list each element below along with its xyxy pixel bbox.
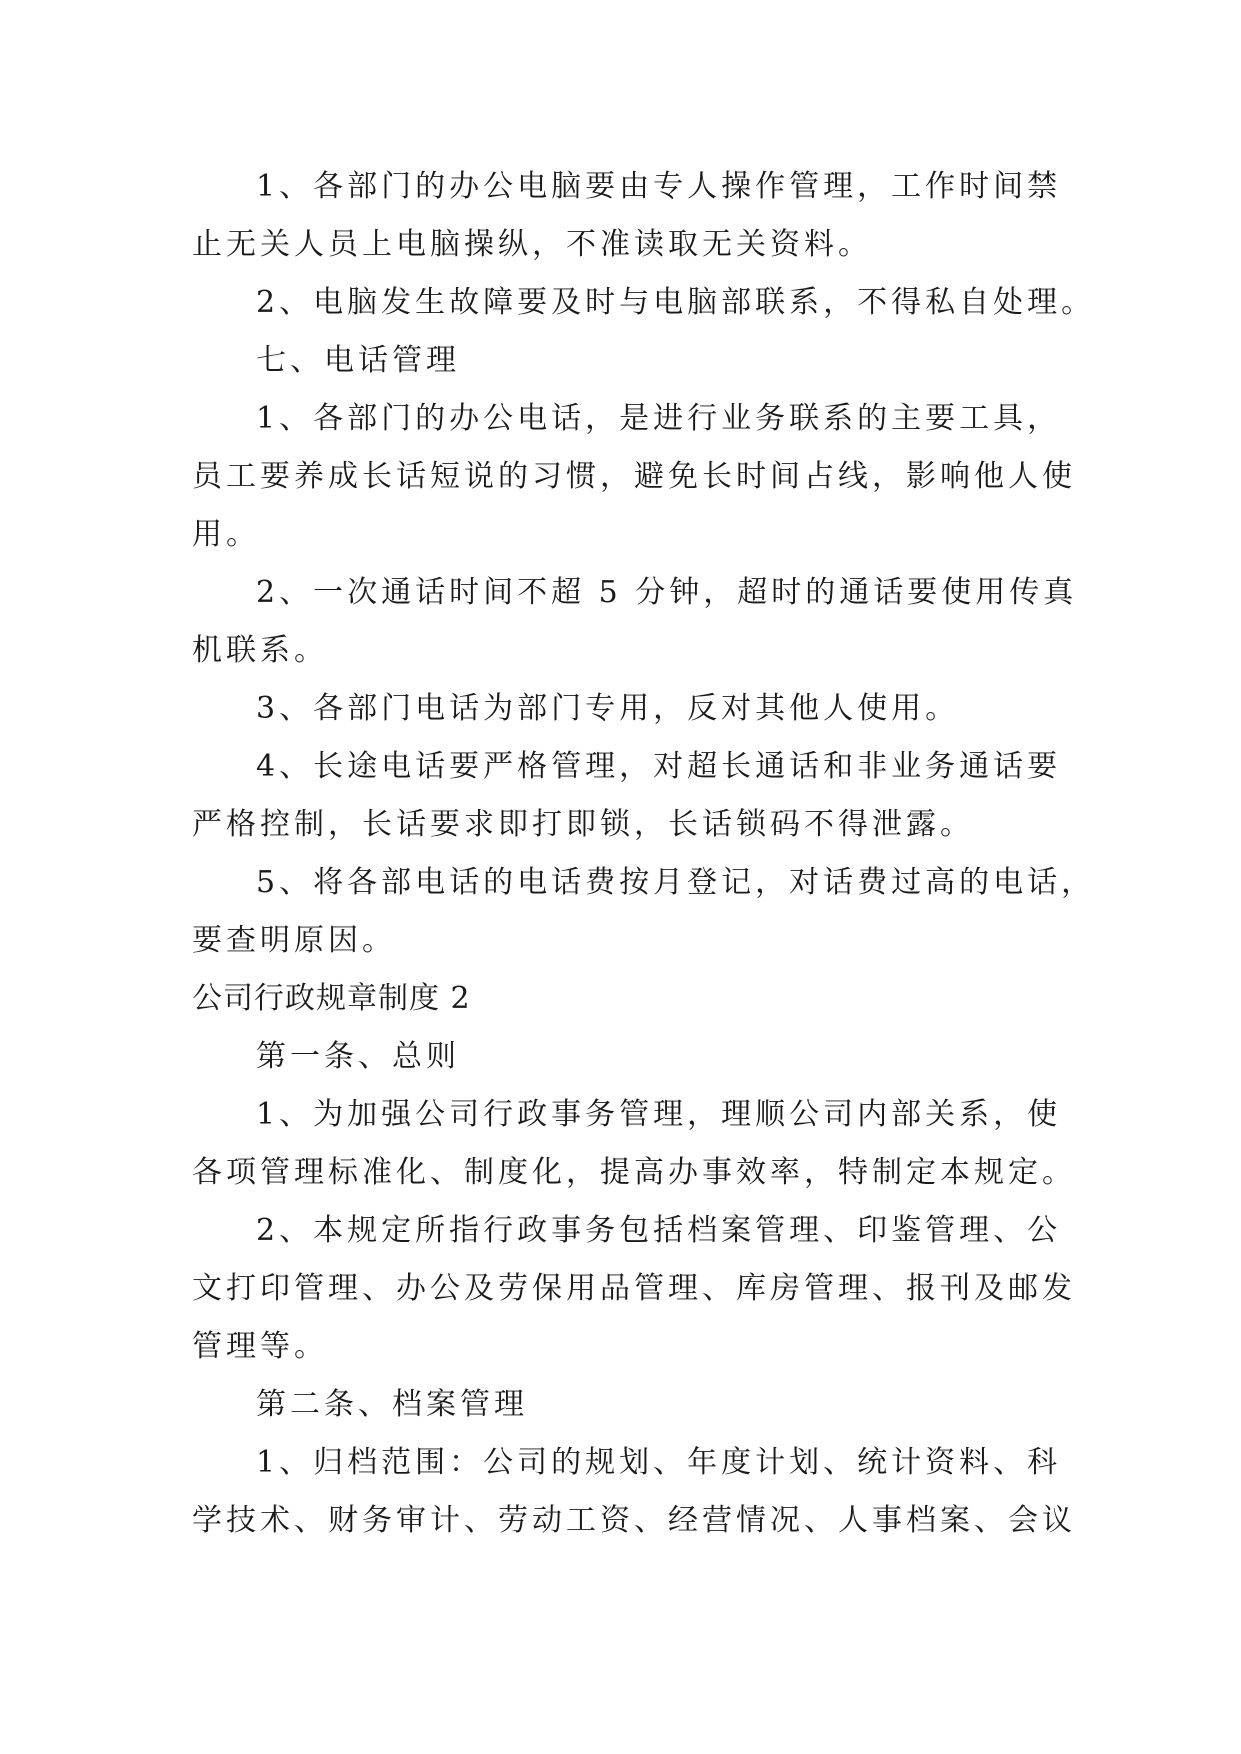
paragraph (192, 680, 1072, 738)
text-line: 4、长途电话要严格管理，对超长通话和非业务通话要 (256, 749, 1062, 784)
section-heading (192, 1376, 1072, 1434)
text-line: 学技术、财务审计、劳动工资、经营情况、人事档案、会议 (192, 1503, 1076, 1538)
text-line: 用。 (192, 517, 260, 552)
text-line: 5、将各部电话的电话费按月登记，对话费过高的电话， (256, 865, 1096, 900)
text-line: 1、为加强公司行政事务管理，理顺公司内部关系，使 (256, 1097, 1062, 1132)
text-line: 要查明原因。 (192, 923, 396, 958)
text-line: 2、本规定所指行政事务包括档案管理、印鉴管理、公 (256, 1213, 1062, 1248)
paragraph (192, 564, 1078, 680)
paragraph (192, 390, 1076, 564)
text-line: 1、各部门的办公电脑要由专人操作管理，工作时间禁 (256, 169, 1062, 204)
document-body (192, 158, 1096, 1550)
paragraph (192, 274, 1096, 332)
section-heading (192, 332, 1072, 390)
text-line: 机联系。 (192, 633, 328, 668)
text-line: 七、电话管理 (256, 343, 460, 378)
text-line: 第一条、总则 (256, 1039, 460, 1074)
text-line: 2、电脑发生故障要及时与电脑部联系，不得私自处理。 (256, 285, 1096, 320)
paragraph (192, 1086, 1076, 1202)
text-line: 2、一次通话时间不超 5 分钟，超时的通话要使用传真 (256, 575, 1078, 610)
document-title (192, 970, 1072, 1028)
text-line: 1、各部门的办公电话，是进行业务联系的主要工具， (256, 401, 1062, 436)
paragraph (192, 1202, 1076, 1376)
text-line: 管理等。 (192, 1329, 328, 1364)
text-line: 3、各部门电话为部门专用，反对其他人使用。 (256, 691, 960, 726)
text-line: 1、归档范围：公司的规划、年度计划、统计资料、科 (256, 1445, 1062, 1480)
section-heading (192, 1028, 1072, 1086)
text-line: 文打印管理、办公及劳保用品管理、库房管理、报刊及邮发 (192, 1271, 1076, 1306)
text-line: 止无关人员上电脑操纵，不准读取无关资料。 (192, 227, 872, 262)
paragraph (192, 738, 1072, 854)
paragraph (192, 854, 1096, 970)
text-line: 各项管理标准化、制度化，提高办事效率，特制定本规定。 (192, 1155, 1076, 1190)
paragraph (192, 1434, 1076, 1550)
text-line: 员工要养成长话短说的习惯，避免长时间占线，影响他人使 (192, 459, 1076, 494)
text-line: 第二条、档案管理 (256, 1387, 528, 1422)
paragraph (192, 158, 1072, 274)
text-line: 公司行政规章制度 2 (192, 981, 471, 1016)
text-line: 严格控制，长话要求即打即锁，长话锁码不得泄露。 (192, 807, 974, 842)
